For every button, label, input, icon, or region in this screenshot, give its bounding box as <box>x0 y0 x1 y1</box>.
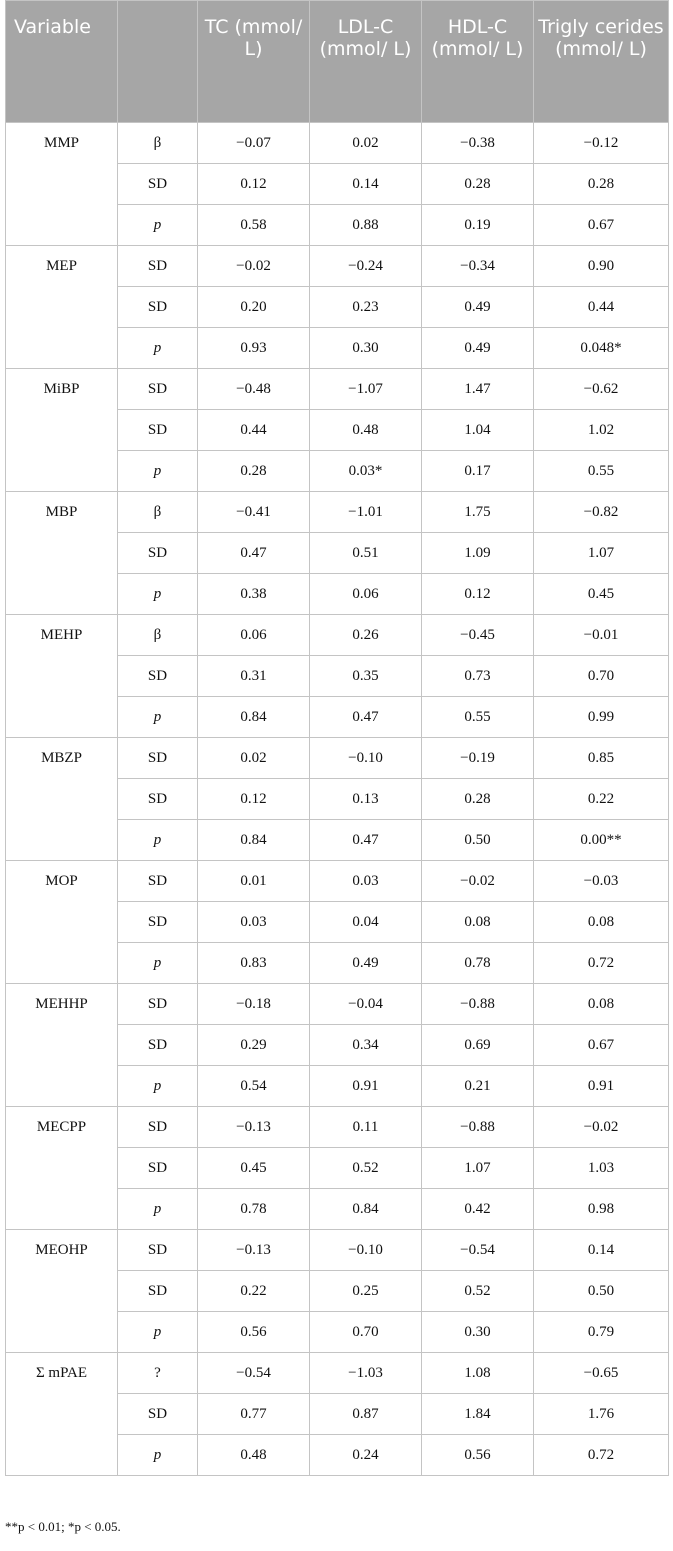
value-cell: 0.35 <box>310 656 422 697</box>
value-cell: −0.10 <box>310 738 422 779</box>
value-cell: −0.18 <box>198 984 310 1025</box>
value-cell: 0.25 <box>310 1271 422 1312</box>
value-cell: −0.54 <box>198 1353 310 1394</box>
table-row <box>6 369 669 410</box>
variable-cell: MBZP <box>6 738 118 861</box>
table-row <box>6 1107 669 1148</box>
stat-cell: SD <box>118 779 198 820</box>
value-cell: 1.47 <box>422 369 534 410</box>
value-cell: −0.04 <box>310 984 422 1025</box>
value-cell: 0.45 <box>198 1148 310 1189</box>
value-cell: 0.55 <box>422 697 534 738</box>
value-cell: 1.08 <box>422 1353 534 1394</box>
header-ldl-c: LDL-C (mmol/ L) <box>310 1 422 123</box>
stat-cell: p <box>118 1312 198 1353</box>
value-cell: 0.67 <box>534 1025 669 1066</box>
value-cell: 1.03 <box>534 1148 669 1189</box>
value-cell: −0.02 <box>422 861 534 902</box>
stat-cell: SD <box>118 1107 198 1148</box>
table-row <box>6 615 669 656</box>
value-cell: −0.07 <box>198 123 310 164</box>
variable-cell: MBP <box>6 492 118 615</box>
value-cell: −1.07 <box>310 369 422 410</box>
table-row <box>6 246 669 287</box>
variable-cell: Σ mPAE <box>6 1353 118 1476</box>
value-cell: −0.54 <box>422 1230 534 1271</box>
value-cell: 0.03 <box>198 902 310 943</box>
value-cell: 1.84 <box>422 1394 534 1435</box>
value-cell: 0.49 <box>422 287 534 328</box>
value-cell: −0.45 <box>422 615 534 656</box>
stat-cell: β <box>118 123 198 164</box>
value-cell: 0.91 <box>534 1066 669 1107</box>
value-cell: 1.07 <box>534 533 669 574</box>
table-row <box>6 984 669 1025</box>
stat-cell: p <box>118 820 198 861</box>
value-cell: −0.03 <box>534 861 669 902</box>
stat-cell: SD <box>118 1148 198 1189</box>
value-cell: 0.12 <box>422 574 534 615</box>
stat-cell: p <box>118 1066 198 1107</box>
value-cell: 0.28 <box>422 164 534 205</box>
value-cell: 0.03* <box>310 451 422 492</box>
stat-cell: SD <box>118 1025 198 1066</box>
value-cell: −0.41 <box>198 492 310 533</box>
value-cell: −0.65 <box>534 1353 669 1394</box>
value-cell: 0.44 <box>534 287 669 328</box>
value-cell: −0.13 <box>198 1107 310 1148</box>
variable-cell: MEHHP <box>6 984 118 1107</box>
value-cell: 0.12 <box>198 779 310 820</box>
value-cell: 0.34 <box>310 1025 422 1066</box>
stat-cell: SD <box>118 656 198 697</box>
value-cell: 0.06 <box>198 615 310 656</box>
value-cell: 0.79 <box>534 1312 669 1353</box>
table-row <box>6 1353 669 1394</box>
value-cell: 0.77 <box>198 1394 310 1435</box>
value-cell: 0.31 <box>198 656 310 697</box>
value-cell: 0.78 <box>422 943 534 984</box>
value-cell: 0.84 <box>310 1189 422 1230</box>
stat-cell: p <box>118 943 198 984</box>
stat-cell: p <box>118 205 198 246</box>
value-cell: 0.85 <box>534 738 669 779</box>
value-cell: 0.56 <box>198 1312 310 1353</box>
stat-cell: SD <box>118 1271 198 1312</box>
value-cell: 0.78 <box>198 1189 310 1230</box>
value-cell: 0.88 <box>310 205 422 246</box>
stat-cell: p <box>118 1189 198 1230</box>
value-cell: −0.02 <box>198 246 310 287</box>
header-stat <box>118 1 198 123</box>
stat-cell: SD <box>118 410 198 451</box>
value-cell: 0.28 <box>534 164 669 205</box>
value-cell: −0.34 <box>422 246 534 287</box>
value-cell: −0.38 <box>422 123 534 164</box>
variable-cell: MOP <box>6 861 118 984</box>
variable-cell: MEOHP <box>6 1230 118 1353</box>
value-cell: 0.84 <box>198 697 310 738</box>
value-cell: −0.88 <box>422 1107 534 1148</box>
value-cell: −0.12 <box>534 123 669 164</box>
table-row <box>6 492 669 533</box>
value-cell: 0.03 <box>310 861 422 902</box>
value-cell: 1.02 <box>534 410 669 451</box>
value-cell: 1.09 <box>422 533 534 574</box>
stat-cell: SD <box>118 246 198 287</box>
value-cell: 0.30 <box>422 1312 534 1353</box>
variable-cell: MiBP <box>6 369 118 492</box>
stat-cell: p <box>118 451 198 492</box>
value-cell: 0.21 <box>422 1066 534 1107</box>
value-cell: 0.02 <box>310 123 422 164</box>
stat-cell: ? <box>118 1353 198 1394</box>
stat-cell: p <box>118 328 198 369</box>
header-variable: Variable <box>6 1 118 123</box>
value-cell: 0.45 <box>534 574 669 615</box>
value-cell: 0.47 <box>310 697 422 738</box>
value-cell: 0.72 <box>534 1435 669 1476</box>
table-row <box>6 1230 669 1271</box>
value-cell: 0.52 <box>422 1271 534 1312</box>
value-cell: 0.73 <box>422 656 534 697</box>
value-cell: 1.76 <box>534 1394 669 1435</box>
table-row <box>6 861 669 902</box>
table-body <box>6 123 669 1476</box>
value-cell: 0.11 <box>310 1107 422 1148</box>
value-cell: −0.82 <box>534 492 669 533</box>
value-cell: 0.28 <box>422 779 534 820</box>
value-cell: −0.48 <box>198 369 310 410</box>
value-cell: 0.69 <box>422 1025 534 1066</box>
value-cell: 0.048* <box>534 328 669 369</box>
stat-cell: SD <box>118 984 198 1025</box>
value-cell: 0.26 <box>310 615 422 656</box>
value-cell: −0.02 <box>534 1107 669 1148</box>
value-cell: 0.42 <box>422 1189 534 1230</box>
value-cell: 0.93 <box>198 328 310 369</box>
value-cell: 0.50 <box>422 820 534 861</box>
value-cell: 0.04 <box>310 902 422 943</box>
value-cell: 0.24 <box>310 1435 422 1476</box>
value-cell: 0.44 <box>198 410 310 451</box>
value-cell: 0.50 <box>534 1271 669 1312</box>
value-cell: 0.67 <box>534 205 669 246</box>
footnote: **p < 0.01; *p < 0.05. <box>5 1519 121 1534</box>
stat-cell: p <box>118 1435 198 1476</box>
value-cell: 0.87 <box>310 1394 422 1435</box>
value-cell: −0.62 <box>534 369 669 410</box>
value-cell: −0.19 <box>422 738 534 779</box>
results-table <box>5 0 669 1476</box>
value-cell: −0.24 <box>310 246 422 287</box>
value-cell: 0.49 <box>310 943 422 984</box>
value-cell: 0.06 <box>310 574 422 615</box>
value-cell: 0.84 <box>198 820 310 861</box>
value-cell: −0.10 <box>310 1230 422 1271</box>
value-cell: 0.90 <box>534 246 669 287</box>
stat-cell: SD <box>118 287 198 328</box>
value-cell: 0.70 <box>534 656 669 697</box>
value-cell: 1.04 <box>422 410 534 451</box>
value-cell: 0.23 <box>310 287 422 328</box>
stat-cell: p <box>118 574 198 615</box>
variable-cell: MECPP <box>6 1107 118 1230</box>
value-cell: 0.56 <box>422 1435 534 1476</box>
table-row <box>6 123 669 164</box>
value-cell: 0.38 <box>198 574 310 615</box>
variable-cell: MMP <box>6 123 118 246</box>
value-cell: 0.14 <box>534 1230 669 1271</box>
value-cell: 0.48 <box>198 1435 310 1476</box>
stat-cell: SD <box>118 1230 198 1271</box>
variable-cell: MEP <box>6 246 118 369</box>
value-cell: 1.07 <box>422 1148 534 1189</box>
stat-cell: SD <box>118 738 198 779</box>
value-cell: 0.98 <box>534 1189 669 1230</box>
value-cell: −0.01 <box>534 615 669 656</box>
value-cell: 0.30 <box>310 328 422 369</box>
value-cell: 0.54 <box>198 1066 310 1107</box>
value-cell: 0.20 <box>198 287 310 328</box>
value-cell: 0.17 <box>422 451 534 492</box>
value-cell: −1.01 <box>310 492 422 533</box>
stat-cell: β <box>118 615 198 656</box>
header-triglycerides: Trigly cerides (mmol/ L) <box>534 1 669 123</box>
value-cell: 0.28 <box>198 451 310 492</box>
value-cell: 0.08 <box>534 902 669 943</box>
stat-cell: SD <box>118 369 198 410</box>
header-hdl-c: HDL-C (mmol/ L) <box>422 1 534 123</box>
stat-cell: SD <box>118 533 198 574</box>
stat-cell: SD <box>118 861 198 902</box>
value-cell: 0.19 <box>422 205 534 246</box>
value-cell: 0.13 <box>310 779 422 820</box>
value-cell: 0.47 <box>310 820 422 861</box>
value-cell: 0.12 <box>198 164 310 205</box>
value-cell: 1.75 <box>422 492 534 533</box>
value-cell: 0.83 <box>198 943 310 984</box>
value-cell: 0.22 <box>198 1271 310 1312</box>
value-cell: 0.99 <box>534 697 669 738</box>
value-cell: 0.47 <box>198 533 310 574</box>
value-cell: 0.08 <box>422 902 534 943</box>
value-cell: 0.29 <box>198 1025 310 1066</box>
value-cell: 0.01 <box>198 861 310 902</box>
value-cell: 0.70 <box>310 1312 422 1353</box>
value-cell: 0.55 <box>534 451 669 492</box>
value-cell: −1.03 <box>310 1353 422 1394</box>
value-cell: 0.51 <box>310 533 422 574</box>
value-cell: 0.58 <box>198 205 310 246</box>
table-row <box>6 738 669 779</box>
stat-cell: β <box>118 492 198 533</box>
value-cell: 0.49 <box>422 328 534 369</box>
header-tc: TC (mmol/ L) <box>198 1 310 123</box>
stat-cell: SD <box>118 1394 198 1435</box>
stat-cell: SD <box>118 902 198 943</box>
value-cell: 0.72 <box>534 943 669 984</box>
header-row <box>6 1 669 123</box>
value-cell: 0.08 <box>534 984 669 1025</box>
value-cell: 0.52 <box>310 1148 422 1189</box>
value-cell: 0.02 <box>198 738 310 779</box>
value-cell: 0.48 <box>310 410 422 451</box>
value-cell: −0.88 <box>422 984 534 1025</box>
stat-cell: SD <box>118 164 198 205</box>
value-cell: 0.91 <box>310 1066 422 1107</box>
value-cell: 0.14 <box>310 164 422 205</box>
value-cell: −0.13 <box>198 1230 310 1271</box>
stat-cell: p <box>118 697 198 738</box>
value-cell: 0.00** <box>534 820 669 861</box>
value-cell: 0.22 <box>534 779 669 820</box>
variable-cell: MEHP <box>6 615 118 738</box>
